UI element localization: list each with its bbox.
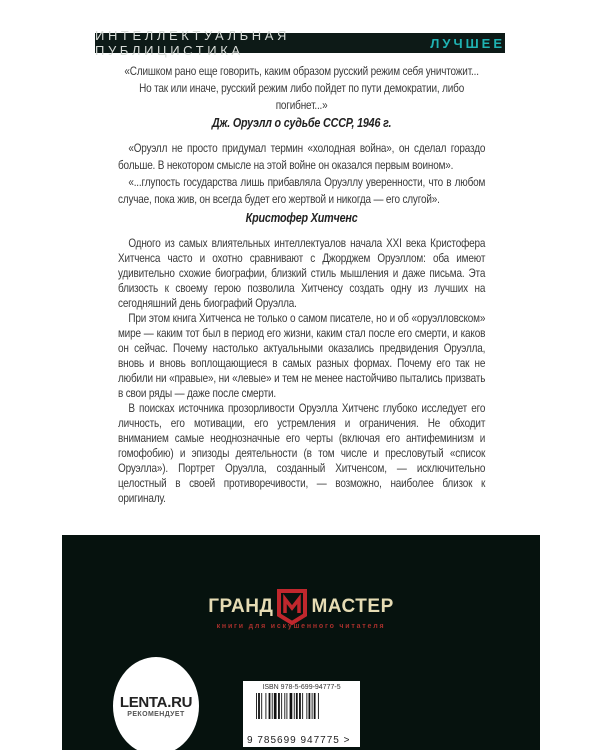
publisher-name-right: МАСТЕР [311, 596, 394, 617]
quote-paragraph: «...глупость государства лишь прибавляла Оруэллу уверенности, что в любом случае, пока жив, он всегда будет его жертвой и никогда — его слугой». [118, 175, 486, 206]
barcode-bars [256, 693, 348, 731]
publisher-logo [62, 589, 540, 625]
barcode-bar [284, 693, 285, 719]
barcode-bar [299, 693, 301, 719]
barcode-bar [265, 693, 266, 719]
series-title: ИНТЕЛЛЕКТУАЛЬНАЯ ПУБЛИЦИСТИКА [95, 28, 291, 58]
quote-paragraph: «Оруэлл не просто придумал термин «холодная война», он сделал гораздо больше. В некотором смысле на этой войне он оказался первым воином». [118, 142, 486, 173]
barcode-bar [256, 693, 257, 719]
epigraph-orwell [118, 64, 485, 132]
barcode-bar [313, 693, 315, 719]
badge-subtitle: РЕКОМЕНДУЕТ [127, 711, 185, 718]
epigraph-hitchens [118, 141, 485, 226]
epigraph-line: «Слишком рано еще говорить, каким образом русский режим себя уничтожит... [124, 65, 479, 78]
barcode-bar [278, 693, 280, 719]
annotation [118, 236, 485, 506]
body-paragraph: Одного из самых влиятельных интеллектуалов начала XXI века Кристофера Хитченса часто и охотно сравнивают с Джорджем Оруэллом: оба имеют удивительно схожие биографии, близкий стиль мышления и даже письма. Эта близость к своему герою позволила Хитченсу создать одну из лучших на сегодняшний день биографий Оруэлла. [118, 236, 486, 310]
barcode-bar [295, 693, 297, 719]
barcode-bar [268, 693, 270, 719]
barcode-bar [261, 693, 262, 719]
barcode-bar [306, 693, 307, 719]
lenta-badge [113, 657, 199, 755]
barcode-bar [281, 693, 282, 719]
isbn-barcode [243, 681, 360, 747]
barcode-bar [302, 693, 303, 719]
isbn-label: ISBN 978-5-699-94777-5 [262, 684, 341, 691]
epigraph-line: Но так или иначе, русский режим либо пойдет по пути демократии, либо погибнет...» [139, 81, 465, 112]
barcode-bar [308, 693, 310, 719]
body-paragraph: При этом книга Хитченса не только о самом писателе, но и об «оруэлловском» мире — каким тот был в период его жизни, каким стал после его смерти, и каков он сейчас. Почему настолько актуальными оказались предвидения Оруэлла, вновь и вновь воплощающиеся в самых разных формах. Почему его так не любили ни «правые», ни «левые» и тем не менее настойчиво пытались призвать в свои ряды — даже после смерти. [118, 311, 486, 400]
body-paragraph: В поисках источника прозорливости Оруэлла Хитченс глубоко исследует его личность, его мотивации, его устремления и ограничения. Не обходит вниманием самые неоднозначные его черты (включая его антифеминизм и гомофобию) и эпизоды деятельности (в том числе и пресловутый «список Оруэлла»). Портрет Оруэлла, созданный Хитченсом, — исключительно целостный в своей противоречивости, — возможно, наиболее близок к оригиналу. [118, 401, 486, 505]
series-banner [95, 28, 505, 58]
barcode-bar [271, 693, 272, 719]
epigraph-attribution: Кристофер Хитченс [245, 210, 358, 225]
shield-m-icon [277, 589, 307, 625]
barcode-bar [311, 693, 312, 719]
cover-footer [62, 535, 540, 750]
barcode-bar [286, 693, 287, 719]
barcode-bar [258, 693, 260, 719]
barcode-bar [293, 693, 294, 719]
barcode-bar [273, 693, 276, 719]
series-accent: ЛУЧШЕЕ [430, 35, 505, 51]
epigraph-attribution: Дж. Оруэлл о судьбе СССР, 1946 г. [211, 116, 392, 131]
text-column [118, 64, 485, 515]
barcode-digits: 9 785699 947775 > [247, 735, 351, 746]
barcode-bar [289, 693, 292, 719]
publisher-tagline: книги для искушенного читателя [216, 623, 386, 630]
publisher-name-left: ГРАНД [208, 596, 274, 617]
barcode-bar [317, 693, 318, 719]
badge-title: LENTA.RU [119, 694, 193, 711]
